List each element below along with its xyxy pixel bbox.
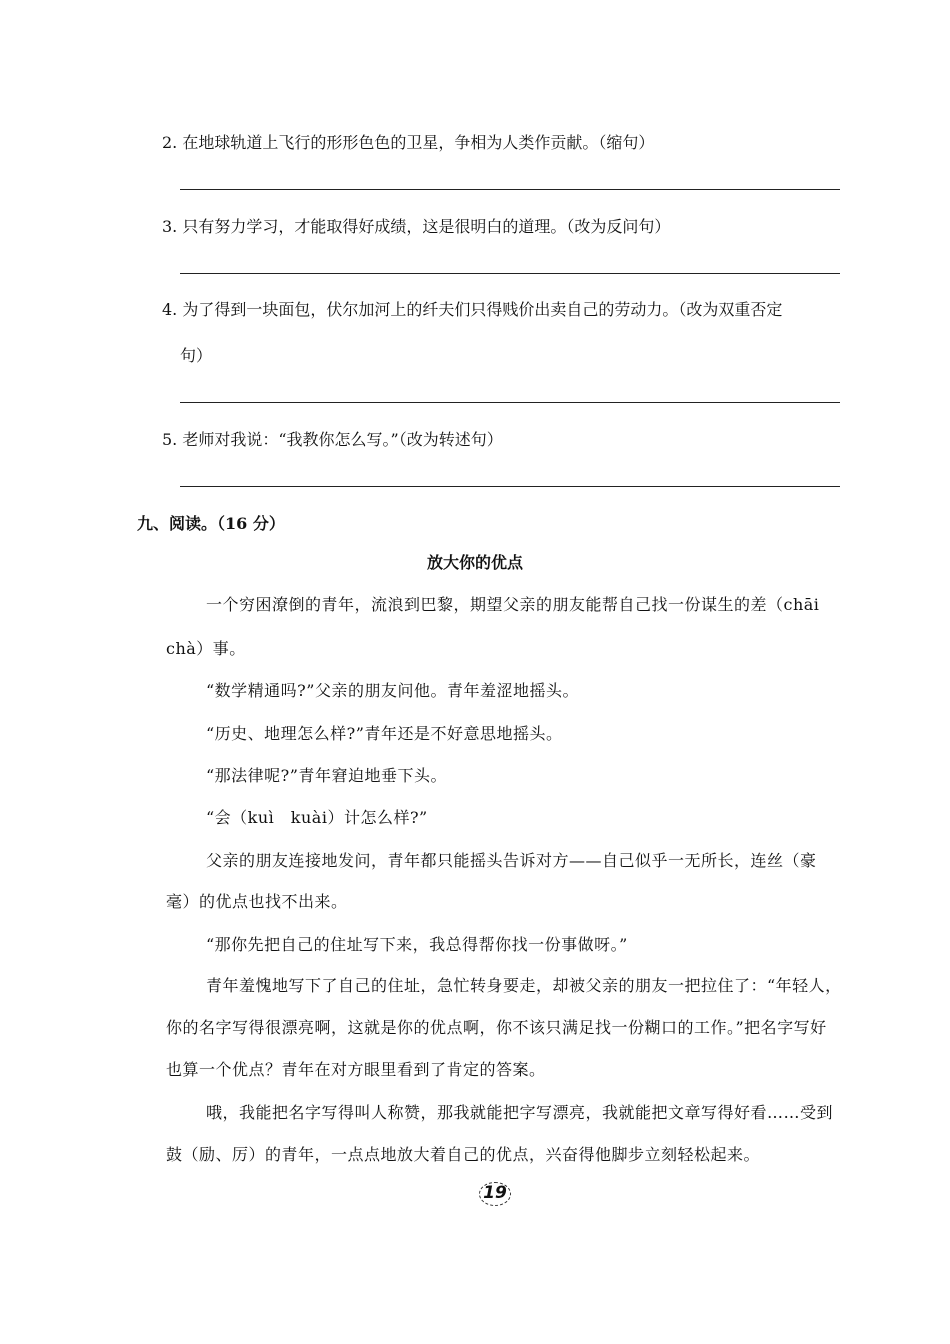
article-line: 一个穷困潦倒的青年，流浪到巴黎，期望父亲的朋友能帮自己找一份谋生的差（chāi xyxy=(206,595,820,614)
article-line: 父亲的朋友连接地发问，青年都只能摇头告诉对方——自己似乎一无所长，连丝（豪 xyxy=(206,851,817,870)
article-line: 毫）的优点也找不出来。 xyxy=(166,892,348,911)
article-line: “历史、地理怎么样?”青年还是不好意思地摇头。 xyxy=(206,724,563,743)
section-heading: 九、阅读。（16 分） xyxy=(137,514,285,533)
article-line: “数学精通吗?”父亲的朋友问他。青年羞涩地摇头。 xyxy=(206,681,579,700)
article-line: 鼓（励、厉）的青年，一点点地放大着自己的优点，兴奋得他脚步立刻轻松起来。 xyxy=(166,1145,761,1164)
question-4: 4. 为了得到一块面包，伏尔加河上的纤夫们只得贱价出卖自己的劳动力。（改为双重否定 xyxy=(162,300,783,319)
article-title: 放大你的优点 xyxy=(426,553,523,572)
question-2: 2. 在地球轨道上飞行的形形色色的卫星，争相为人类作贡献。（缩句） xyxy=(162,133,655,152)
article-line: “会（kuì kuài）计怎么样?” xyxy=(206,808,428,827)
question-5: 5. 老师对我说：“我教你怎么写。”（改为转述句） xyxy=(162,430,503,449)
article-line: “那你先把自己的住址写下来，我总得帮你找一份事做呀。” xyxy=(206,935,628,954)
answer-line-2[interactable] xyxy=(180,189,840,190)
answer-line-5[interactable] xyxy=(180,486,840,487)
question-4-continuation: 句） xyxy=(180,346,213,365)
article-line: 青年羞愧地写下了自己的住址，急忙转身要走，却被父亲的朋友一把拉住了：“年轻人， xyxy=(206,976,842,995)
article-line: 哦，我能把名字写得叫人称赞，那我就能把字写漂亮，我就能把文章写得好看……受到 xyxy=(206,1103,834,1122)
question-3: 3. 只有努力学习，才能取得好成绩，这是很明白的道理。（改为反问句） xyxy=(162,217,671,236)
article-line: chà）事。 xyxy=(166,639,246,658)
answer-line-3[interactable] xyxy=(180,273,840,274)
article-line: 你的名字写得很漂亮啊，这就是你的优点啊，你不该只满足找一份糊口的工作。”把名字写好 xyxy=(166,1018,827,1037)
answer-line-4[interactable] xyxy=(180,402,840,403)
article-line: “那法律呢?”青年窘迫地垂下头。 xyxy=(206,766,447,785)
page-number: 19 xyxy=(478,1180,512,1206)
article-line: 也算一个优点？青年在对方眼里看到了肯定的答案。 xyxy=(166,1060,546,1079)
